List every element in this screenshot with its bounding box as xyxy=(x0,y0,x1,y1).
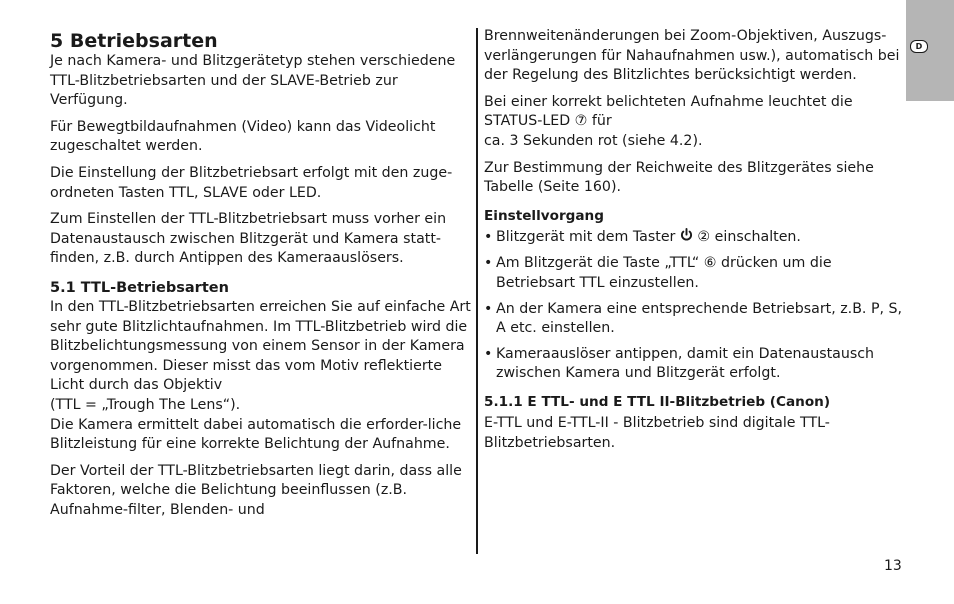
intro-paragraph: Die Einstellung der Blitzbetriebsart erfolgt mit den zuge-ordneten Tasten TTL, SLAVE oder LED. xyxy=(50,164,453,201)
page-number: 13 xyxy=(884,558,902,574)
list-item: • Kameraauslöser antippen, damit ein Datenaustausch zwischen Kamera und Blitzgerät erfolgt. xyxy=(484,345,904,384)
list-item: • Am Blitzgerät die Taste „TTL“ ⑥ drücken um die Betriebsart TTL einzustellen. xyxy=(484,254,904,293)
status-paragraph: ca. 3 Sekunden rot (siehe 4.2). xyxy=(484,132,703,149)
status-paragraph: Bei einer korrekt belichteten Aufnahme leuchtet die STATUS-LED ⑦ für xyxy=(484,93,853,130)
ttl-paragraph: (TTL = „Trough The Lens“). xyxy=(50,396,241,413)
section-heading-ttl: 5.1 TTL-Betriebsarten xyxy=(50,279,229,296)
left-column xyxy=(50,28,474,527)
ttl-paragraph: In den TTL-Blitzbetriebsarten erreichen Sie auf einfache Art sehr gute Blitzlichtaufnahmen. Im TTL-Blitzbetrieb wird die Blitzbelichtungsmessung von einem Sensor in der Kamera vorgenommen. Dieser misst das vom Motiv reflektierte Licht durch das Objektiv xyxy=(50,298,471,394)
advantage-paragraph: Der Vorteil der TTL-Blitzbetriebsarten liegt darin, dass alle Faktoren, welche die Belichtung beeinflussen (z.B. Aufnahme-filter, Blenden- und xyxy=(50,462,462,518)
list-item-text: ② einschalten. xyxy=(697,228,801,245)
power-icon xyxy=(680,228,693,249)
section-heading-canon: 5.1.1 E TTL- und E TTL II-Blitzbetrieb (Canon) xyxy=(484,393,831,410)
canon-paragraph: E-TTL und E-TTL-II - Blitzbetrieb sind digitale TTL-Blitzbetriebsarten. xyxy=(484,414,830,451)
right-column xyxy=(484,28,904,460)
language-badge: D xyxy=(910,40,928,53)
procedure-heading: Einstellvorgang xyxy=(484,207,604,224)
procedure-list xyxy=(484,228,904,384)
range-paragraph: Zur Bestimmung der Reichweite des Blitzgerätes siehe Tabelle (Seite 160). xyxy=(484,159,874,196)
continuation-paragraph: Brennweitenänderungen bei Zoom-Objektiven, Auszugs-verlängerungen für Nahaufnahmen usw.), automatisch bei der Regelung des Blitzlichtes berücksichtigt werden. xyxy=(484,28,900,84)
list-item: • An der Kamera eine entsprechende Betriebsart, z.B. P, S, A etc. einstellen. xyxy=(484,300,904,339)
page-title: 5 Betriebsarten xyxy=(50,30,218,52)
list-item-text: Blitzgerät mit dem Taster xyxy=(496,228,676,245)
ttl-paragraph: Die Kamera ermittelt dabei automatisch die erforder-liche Blitzleistung für eine korrekte Belichtung der Aufnahme. xyxy=(50,416,462,453)
intro-paragraph: Für Bewegtbildaufnahmen (Video) kann das Videolicht zugeschaltet werden. xyxy=(50,118,436,155)
list-item xyxy=(484,228,904,249)
intro-paragraph: Zum Einstellen der TTL-Blitzbetriebsart muss vorher ein Datenaustausch zwischen Blitzgerät und Kamera statt-finden, z.B. durch Antippen des Kameraauslösers. xyxy=(50,211,447,267)
intro-paragraph: Je nach Kamera- und Blitzgerätetyp stehen verschiedene TTL-Blitzbetriebsarten und der SLAVE-Betrieb zur Verfügung. xyxy=(50,53,456,109)
column-divider xyxy=(476,28,478,554)
